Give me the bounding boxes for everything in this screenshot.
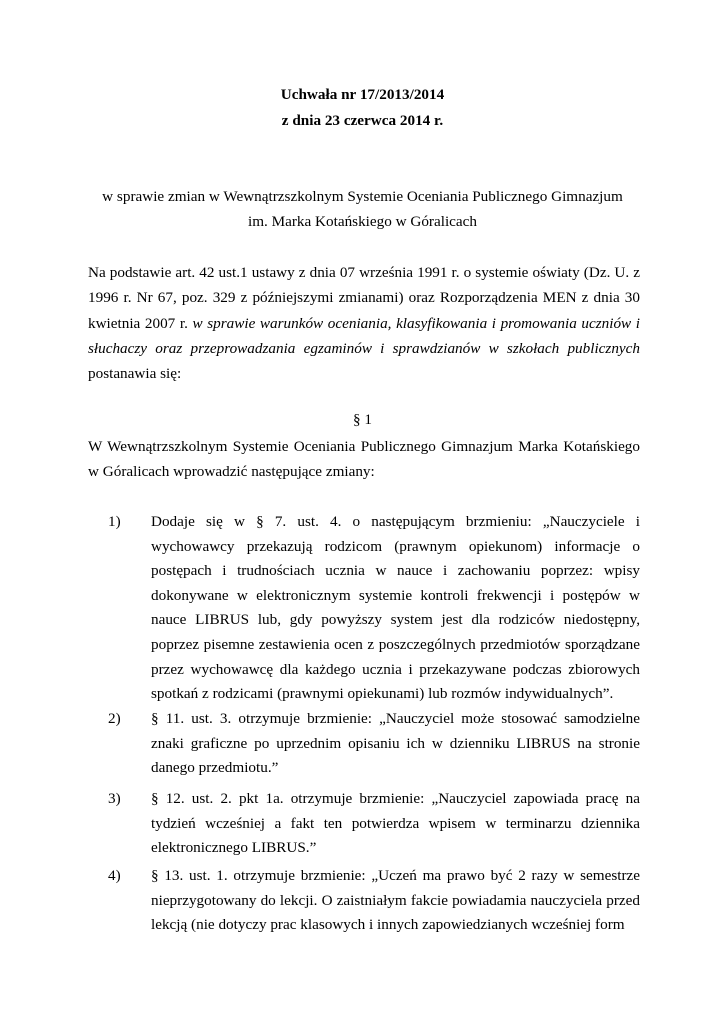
subject-line-1: w sprawie zmian w Wewnątrzszkolnym Systemie Oceniania Publicznego Gimnazjum bbox=[102, 188, 623, 205]
list-item-text: § 11. ust. 3. otrzymuje brzmienie: „Nauczyciel może stosować samodzielne znaki graficzne po uprzednim opisaniu ich w dzienniku LIBRUS na stronie danego przedmiotu.” bbox=[151, 710, 640, 777]
regulation-title: w sprawie warunków oceniania, klasyfikowania i promowania uczniów i słuchaczy oraz przeprowadzania egzaminów i sprawdzianów w szkołach publicznych bbox=[88, 314, 641, 357]
resolution-date: z dnia 23 czerwca 2014 r. bbox=[281, 112, 444, 129]
list-item-number: 4) bbox=[108, 867, 121, 884]
section-mark: § 1 bbox=[353, 411, 372, 428]
list-item-text: Dodaje się w § 7. ust. 4. o następującym brzmieniu: „Nauczyciele i wychowawcy przekazują rodzicom (prawnym opiekunom) informacje o postępach i trudnościach ucznia w nauce i zachowaniu poprzez: wpisy dokonywane w elektronicznym systemie kontroli frekwencji i postępów w nauce LIBRUS lub, gdy powyższy system jest dla rodziców niedostępny, poprzez pisemne zestawienia ocen z poszczególnych przedmiotów sporządzane przez wychowawcę dla każdego ucznia i przekazywane podczas zbiorowych spotkań z rodzicami (prawnymi opiekunami) lub rozmów indywidualnych”. bbox=[151, 513, 640, 703]
list-item-number: 1) bbox=[108, 513, 121, 530]
legal-basis-closing: postanawia się: bbox=[88, 365, 182, 383]
legal-basis-text: Na podstawie art. 42 ust.1 ustawy z dnia 07 września 1991 r. o systemie oświaty (Dz. U. z 1996 r. Nr 67, poz. 329 z późniejszymi zmianami) oraz Rozporządzenia MEN z dnia 30 kwietnia 2007 r. bbox=[88, 264, 640, 332]
list-item-number: 2) bbox=[108, 710, 121, 727]
list-item-text: § 13. ust. 1. otrzymuje brzmienie: „Uczeń ma prawo być 2 razy w semestrze nieprzygotowany do lekcji. O zaistniałym fakcie powiadamia nauczyciela przed lekcją (nie dotyczy prac klasowych i innych zapowiedzianych wcześniej form bbox=[151, 867, 640, 934]
list-item-text: § 12. ust. 2. pkt 1a. otrzymuje brzmienie: „Nauczyciel zapowiada pracę na tydzień wcześniej a fakt ten potwierdza wpisem w terminarzu dziennika elektronicznego LIBRUS.” bbox=[151, 790, 640, 857]
legal-basis-paragraph bbox=[88, 260, 640, 386]
resolution-number: Uchwała nr 17/2013/2014 bbox=[280, 86, 445, 103]
section-intro: W Wewnątrzszkolnym Systemie Oceniania Publicznego Gimnazjum Marka Kotańskiego w Góralicach wprowadzić następujące zmiany: bbox=[88, 438, 640, 481]
list-item-number: 3) bbox=[108, 790, 121, 807]
subject-line-2: im. Marka Kotańskiego w Góralicach bbox=[247, 213, 477, 230]
